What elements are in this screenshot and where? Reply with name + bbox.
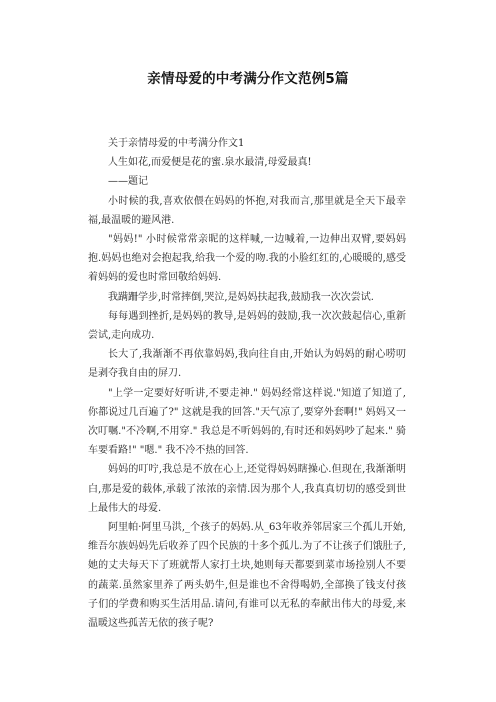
paragraph: 长大了,我渐渐不再依靠妈妈,我向往自由,开始认为妈妈的耐心唠叨是剥夺我自由的屏刀. xyxy=(88,349,406,380)
paragraph: 人生如花,而爱便是花的蜜.泉水最清,母爱最真! xyxy=(108,157,312,169)
essay-heading: 关于亲情母爱的中考满分作文1 xyxy=(108,138,245,149)
paragraph: 每每遇到挫折,是妈妈的教导,是妈妈的鼓励,我一次次鼓起信心,重新尝试,走向成功. xyxy=(88,310,406,342)
paragraph: 阿里帕·阿里马洪,_个孩子的妈妈.从_63年收养邻居家三个孤儿开始,维吾尔族妈妈先后收养了四个民族的十多个孤儿.为了不让孩子们饿肚子,她的丈夫每天下了班就帮人家打土块,她则每天都要到菜市场捡别人不要的蔬菜.虽然家里养了两头奶牛,但是谁也不舍得喝奶,全部换了钱支付孩子们的学费和购买生活用品.请问,有谁可以无私的奉献出伟大的母爱,来温暖这些孤苦无依的孩子呢? xyxy=(88,522,406,630)
paragraph: 妈妈的叮咛,我总是不放在心上,还觉得妈妈瞎操心.但现在,我渐渐明白,那是爱的载体,承载了浓浓的亲情.因为那个人,我真真切切的感受到世上最伟大的母爱. xyxy=(88,464,406,514)
paragraph: "妈妈!" 小时候常常亲昵的这样喊,一边喊着,一边伸出双臂,要妈妈抱.妈妈也绝对会抱起我,给我一个爱的吻.我的小脸红红的,心暖暖的,感受着妈妈的爱也时常回敬给妈妈. xyxy=(88,234,406,284)
epigraph-label: ——题记 xyxy=(108,176,148,188)
paragraph: 我蹒跚学步,时常摔倒,哭泣,是妈妈扶起我,鼓励我一次次尝试. xyxy=(108,291,374,303)
document-title: 亲情母爱的中考满分作文范例5篇 xyxy=(147,71,349,87)
document-body xyxy=(88,134,406,633)
paragraph: "上学一定要好好听讲,不要走神." 妈妈经常这样说."知道了知道了,你都说过几百遍了?" 这就是我的回答."天气凉了,要穿外套啊!" 妈妈又一次叮嘱."不冷啊,不用穿." 我总是不听妈妈的,有时还和妈妈吵了起来." 骑车要看路!" "嗯." 我不冷不热的回答. xyxy=(88,387,406,457)
paragraph: 小时候的我,喜欢依偎在妈妈的怀抱,对我而言,那里就是全天下最幸福,最温暖的避风港. xyxy=(88,195,406,226)
